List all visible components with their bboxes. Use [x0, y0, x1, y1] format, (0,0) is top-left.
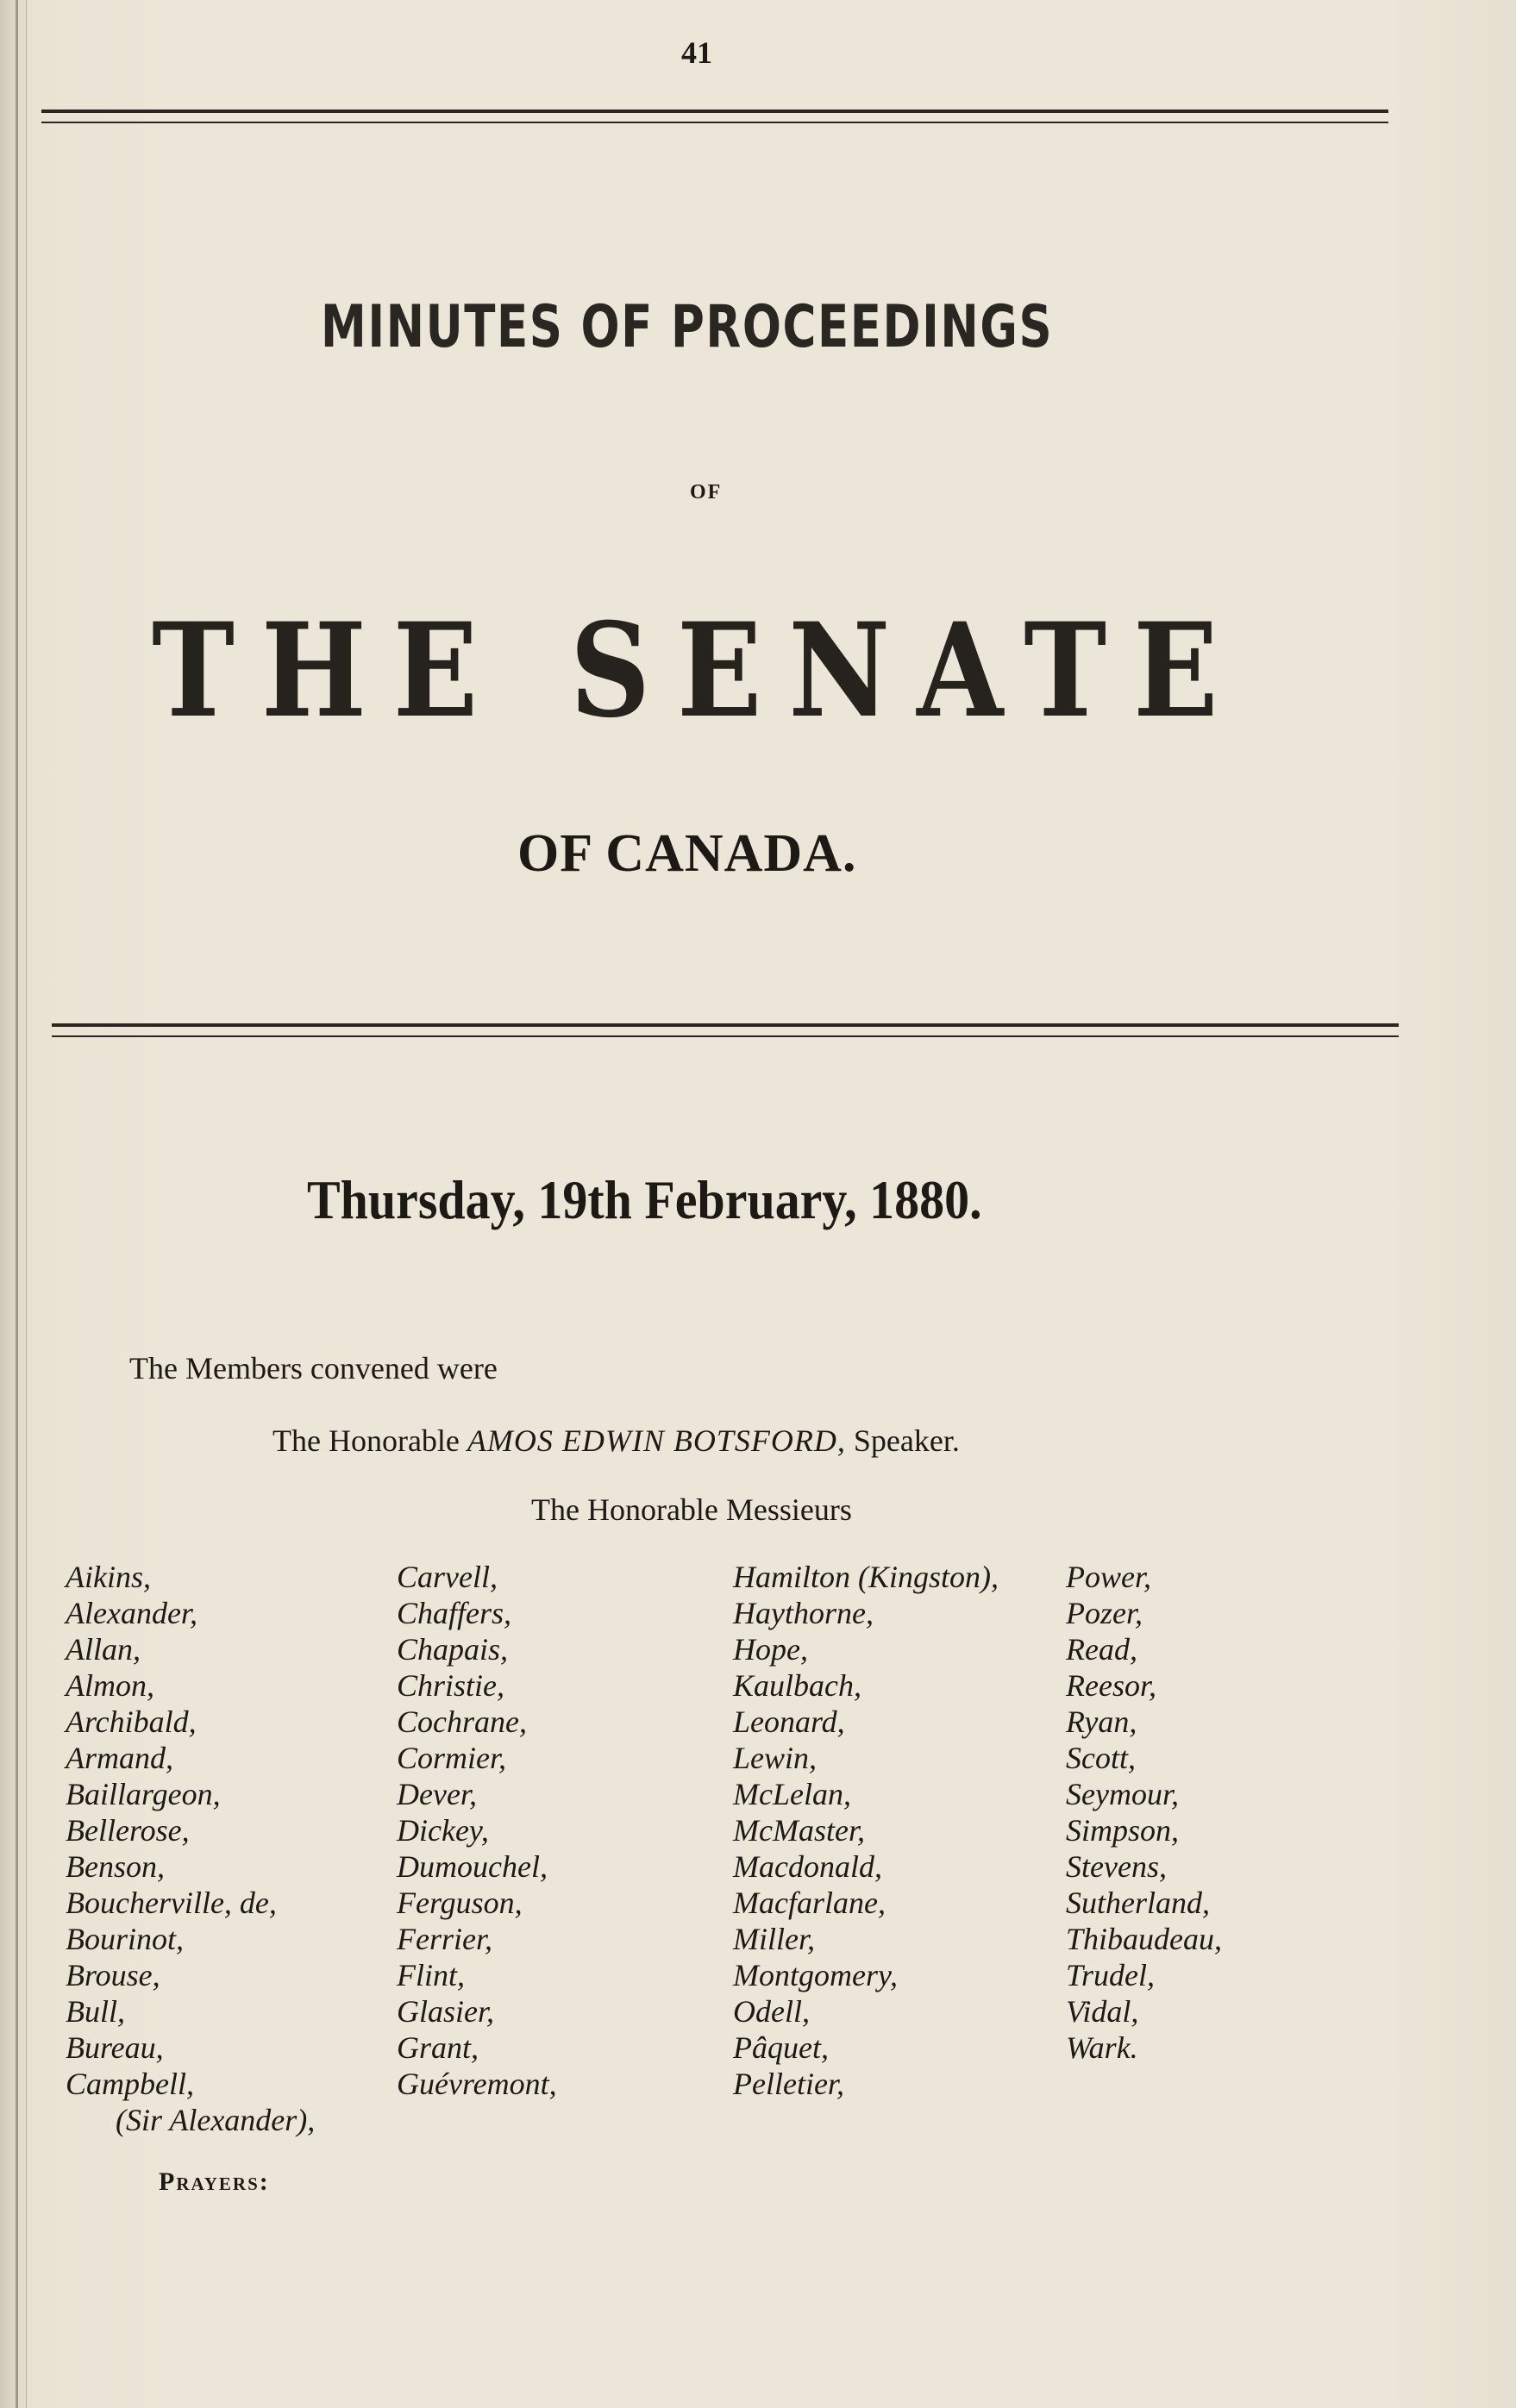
member-name: Montgomery,	[733, 1958, 898, 1992]
member-name: Bourinot,	[66, 1922, 185, 1956]
member-name: Carvell,	[397, 1560, 498, 1594]
member-name: Glasier,	[397, 1994, 495, 2029]
prayers-heading: Prayers:	[159, 2167, 270, 2196]
speaker-suffix: Speaker.	[853, 1423, 960, 1458]
member-name: Simpson,	[1066, 1813, 1180, 1848]
members-column-1	[66, 1559, 315, 2138]
member-name: Almon,	[66, 1668, 154, 1703]
middle-double-rule	[52, 1023, 1399, 1037]
member-name: Hamilton (Kingston),	[733, 1560, 999, 1594]
member-name: Scott,	[1066, 1741, 1136, 1775]
speaker-line	[273, 1423, 960, 1459]
member-name: Armand,	[66, 1741, 173, 1775]
member-name: Dumouchel,	[397, 1849, 548, 1884]
member-name: Pozer,	[1066, 1596, 1143, 1630]
member-name: Boucherville, de,	[66, 1886, 277, 1920]
title-of: OF	[690, 481, 723, 503]
member-name: Haythorne,	[733, 1596, 874, 1630]
title-minutes-of-proceedings: MINUTES OF PROCEEDINGS	[321, 293, 1054, 361]
member-name: Brouse,	[66, 1958, 160, 1992]
member-name: Chaffers,	[397, 1596, 512, 1630]
members-column-3	[733, 1559, 999, 2102]
member-name: McMaster,	[733, 1813, 865, 1848]
member-name: Cochrane,	[397, 1704, 527, 1739]
title-the-senate: THE SENATE	[152, 595, 1245, 747]
top-double-rule	[41, 109, 1388, 123]
member-name: Cormier,	[397, 1741, 507, 1775]
member-name: Christie,	[397, 1668, 505, 1703]
member-name: Campbell,	[66, 2067, 194, 2101]
member-name: Miller,	[733, 1922, 815, 1956]
member-name: Odell,	[733, 1994, 810, 2029]
member-name: Bureau,	[66, 2030, 164, 2065]
member-name: Bellerose,	[66, 1813, 190, 1848]
member-name: Dickey,	[397, 1813, 489, 1848]
member-name: Wark.	[1066, 2030, 1138, 2065]
member-name: Macfarlane,	[733, 1886, 886, 1920]
member-name: Aikins,	[66, 1560, 151, 1594]
member-name: Trudel,	[1066, 1958, 1156, 1992]
member-name: Hope,	[733, 1632, 808, 1667]
members-convened-heading: The Members convened were	[129, 1351, 498, 1385]
member-name: Baillargeon,	[66, 1777, 221, 1811]
page-number: 41	[681, 35, 712, 70]
member-name: Benson,	[66, 1849, 165, 1884]
member-name: Read,	[1066, 1632, 1137, 1667]
member-name: Macdonald,	[733, 1849, 882, 1884]
title-of-canada: OF CANADA.	[517, 824, 857, 883]
members-column-2	[397, 1559, 557, 2102]
member-name: Leonard,	[733, 1704, 845, 1739]
binding-edge	[16, 0, 18, 2408]
members-column-4	[1066, 1559, 1222, 2066]
member-name: Chapais,	[397, 1632, 509, 1667]
member-name: Alexander,	[66, 1596, 197, 1630]
member-name: Ferrier,	[397, 1922, 492, 1956]
member-name: Lewin,	[733, 1741, 818, 1775]
member-name: Ryan,	[1066, 1704, 1137, 1739]
member-name: Allan,	[66, 1632, 141, 1667]
sitting-date: Thursday, 19th February, 1880.	[307, 1170, 982, 1230]
member-name: Archibald,	[66, 1704, 197, 1739]
member-name: Ferguson,	[397, 1886, 523, 1920]
member-name-continuation: (Sir Alexander),	[116, 2103, 316, 2137]
member-name: Grant,	[397, 2030, 479, 2065]
member-name: Pâquet,	[733, 2030, 829, 2065]
member-name: Reesor,	[1066, 1668, 1156, 1703]
messieurs-heading: The Honorable Messieurs	[531, 1492, 852, 1527]
member-name: Seymour,	[1066, 1777, 1179, 1811]
speaker-name: AMOS EDWIN BOTSFORD,	[467, 1423, 846, 1458]
member-name: Bull,	[66, 1994, 125, 2029]
member-name: Kaulbach,	[733, 1668, 861, 1703]
member-name: Power,	[1066, 1560, 1151, 1594]
binding-edge-inner	[26, 0, 27, 2408]
member-name: Thibaudeau,	[1066, 1922, 1223, 1956]
member-name: Guévremont,	[397, 2067, 557, 2101]
speaker-prefix: The Honorable	[273, 1423, 460, 1458]
member-name: McLelan,	[733, 1777, 851, 1811]
member-name: Vidal,	[1066, 1994, 1139, 2029]
member-name: Flint,	[397, 1958, 465, 1992]
member-name: Sutherland,	[1066, 1886, 1210, 1920]
member-name: Stevens,	[1066, 1849, 1167, 1884]
member-name: Pelletier,	[733, 2067, 844, 2101]
member-name: Dever,	[397, 1777, 477, 1811]
